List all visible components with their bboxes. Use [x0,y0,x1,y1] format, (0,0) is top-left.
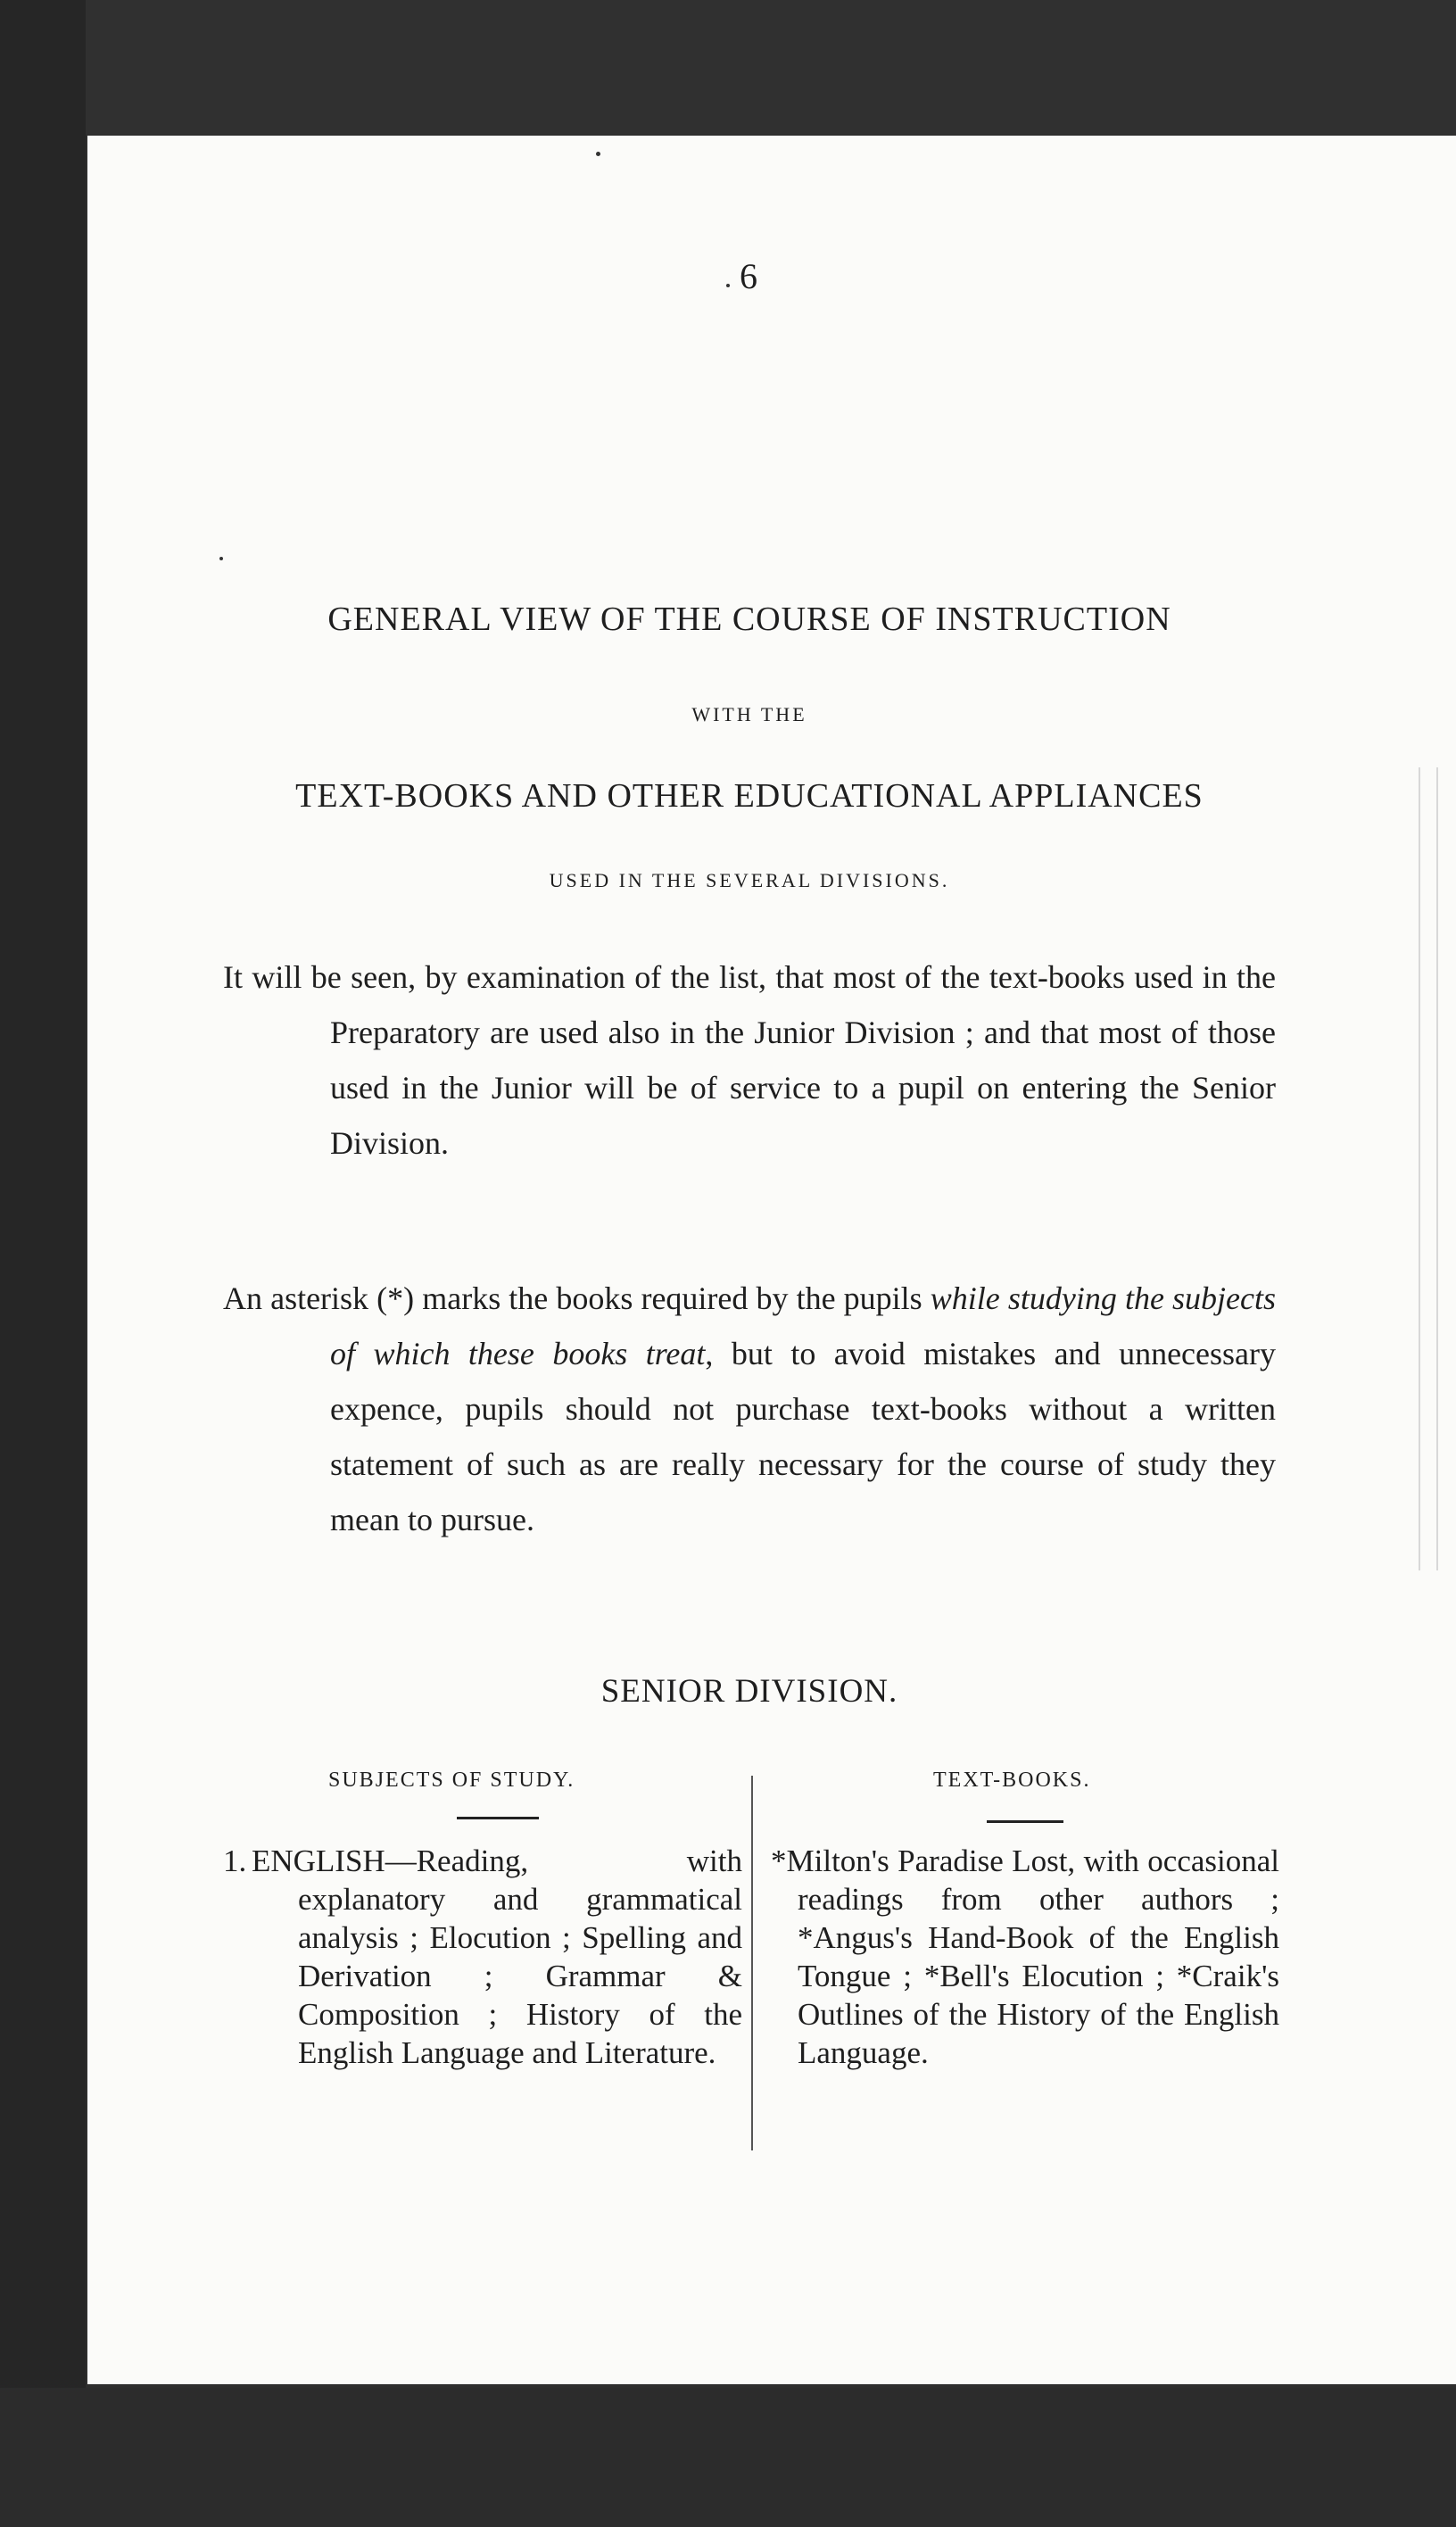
textbooks-entry: *Milton's Paradise Lost, with occasional readings from other authors ; *Angus's Hand-Book of the English Tongue ; *Bell's Elocution ; *Craik's Outlines of the History of the English Language. [771,1843,1279,2070]
subject-entry [223,1842,742,2072]
asterisk-note-end: , but to avoid mistakes and unnecessary expence, pupils should not purchase text-books without a written statement of such as are really necessary for the course of study they mean to pursue. [330,1336,1276,1537]
subjects-column-header: SUBJECTS OF STUDY. [328,1769,575,1792]
entry-number: 1. [223,1843,247,1878]
main-title: GENERAL VIEW OF THE COURSE OF INSTRUCTION [327,601,1171,638]
page-number: 6 [740,256,759,296]
subject-text: ENGLISH—Reading, with explanatory and grammatical analysis ; Elocution ; Spelling and Derivation ; Grammar & Composition ; History of the English Language and Literature. [252,1843,742,2070]
subtitle: TEXT-BOOKS AND OTHER EDUCATIONAL APPLIANCES [295,777,1204,815]
intro-paragraph: It will be seen, by examination of the list, that most of the text-books used in the Preparatory are used also in the Junior Division ; and that most of those used in the Junior will be of service to a pupil on entering the Senior Division. [223,959,1276,1161]
asterisk-note-start: An asterisk (*) marks the books required by the pupils [223,1280,931,1316]
subtitle-note: USED IN THE SEVERAL DIVISIONS. [549,869,950,891]
page-edge-shadow [1419,767,1438,1570]
subjects-header-rule [457,1817,539,1819]
dust-speck [596,152,600,156]
column-divider [751,1776,753,2150]
scan-background-bottom [0,2388,1456,2527]
asterisk-note-italic: while studying the subjects of which these books treat [330,1280,1277,1371]
textbooks-column-header: TEXT-BOOKS. [933,1769,1091,1792]
textbooks-header-rule [987,1820,1063,1823]
asterisk-note-paragraph [223,1271,1276,1547]
title-connector: WITH THE [691,703,807,725]
section-title: SENIOR DIVISION. [600,1673,898,1710]
dust-speck [219,557,223,560]
scan-background-left [0,0,86,2527]
scan-background-top [0,0,1456,134]
